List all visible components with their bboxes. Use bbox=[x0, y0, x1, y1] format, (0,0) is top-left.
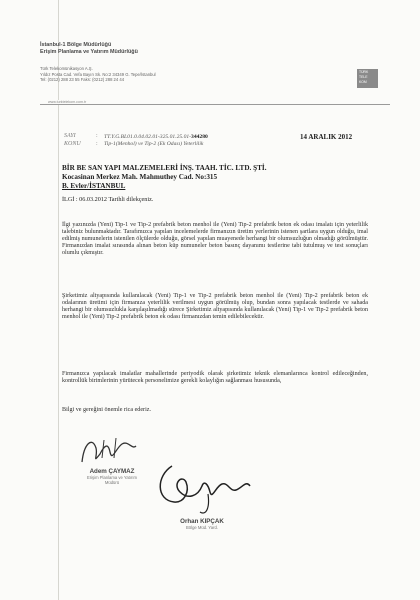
reference-number bbox=[104, 134, 208, 140]
signature-left-name: Adem ÇAYMAZ bbox=[89, 468, 135, 475]
addr-line-2: Yıldız Posta Cad. Vefa Bayırı Sk. No:2 34349 G. Tepe/İstanbul bbox=[40, 71, 156, 77]
signature-left-scribble bbox=[74, 428, 154, 472]
addr-line-3: Tel: (0212) 288 23 55 Faks: (0212) 288 24 44 bbox=[40, 77, 125, 83]
letter-date: 14 ARALIK 2012 bbox=[300, 133, 353, 141]
margin-line bbox=[58, 0, 59, 600]
recipient-address-2: B. Evler/İSTANBUL bbox=[62, 182, 126, 190]
rule-website-text: www.turktelekom.com.tr bbox=[48, 100, 87, 104]
addr-line-1: Türk Telekomünikasyon A.Ş. bbox=[40, 66, 93, 71]
signature-left bbox=[84, 468, 140, 486]
ilgi-reference: İLGİ : 06.03.2012 Tarihli dilekçeniz. bbox=[62, 196, 154, 203]
signature-left-title-1: Erişim Planlama ve Yatırım bbox=[86, 475, 138, 480]
reference-suffix: 344280 bbox=[191, 134, 208, 140]
header-organization bbox=[40, 42, 138, 56]
reference-prefix: TT.Y.G.BL01.0.04.02.01-325.01.25.01- bbox=[104, 134, 192, 140]
paragraph-1: İlgi yazınızda (Yeni) Tip-1 ve Tip-2 prefabrik beton menhol ile (Yeni) Tip-2 prefabrik beton ek odası imalatı için yeterlilik talebiniz bulunmaktadır. Tarafımızca yapılan incelemelerde firmanızın üretim yerlerinin istenen şartlara uygun olduğu, imal edilmiş numunelerin istenilen ölçülerde olduğu, görsel yapılan muayenede herhangi bir olumsuzluğun olmadığı görülmüştür. Firmanızdan imalat sırasında alınan beton küp numuneler beton basınç dayanımı testlerine tabi tutulmuş ve test sonuçları olumlu çıkmıştır. bbox=[62, 222, 368, 257]
header-rule bbox=[40, 104, 390, 105]
signature-right-name: Orhan KIPÇAK bbox=[180, 518, 224, 525]
company-logo: TÜRK TELE KOM bbox=[357, 69, 378, 88]
org-line-1: İstanbul-1 Bölge Müdürlüğü bbox=[40, 42, 112, 48]
paragraph-3: Firmanızca yapılacak imalatlar mahallerinde periyodik olarak şirketimiz teknik elemanlarınca kontrol edileceğinden, kontrollük birimlerinin yürütecek personelimize gerekli kolaylığın sağlanması hususunda, bbox=[62, 371, 368, 385]
signature-right-title: Bölge Müd. Yard. bbox=[186, 525, 218, 530]
recipient-address-1: Kocasinan Merkez Mah. Mahmuthey Cad. No:315 bbox=[62, 173, 218, 181]
sayi-label: SAYI bbox=[64, 133, 76, 139]
sayi-colon: : bbox=[96, 133, 98, 139]
signature-right bbox=[172, 518, 232, 530]
subject-line: Tip-1(Menhol) ve Tip-2 (Ek Odası) Yeterlilik bbox=[104, 141, 204, 147]
header-address bbox=[40, 66, 156, 83]
recipient-name: BİR BE SAN YAPI MALZEMELERİ İNŞ. TAAH. TİC. LTD. ŞTİ. bbox=[62, 164, 267, 172]
signature-right-scribble bbox=[150, 456, 260, 522]
paragraph-4: Bilgi ve gereğini önemle rica ederiz. bbox=[62, 407, 151, 413]
konu-colon: : bbox=[96, 141, 98, 147]
org-line-2: Erişim Planlama ve Yatırım Müdürlüğü bbox=[40, 49, 138, 55]
paragraph-2: Şirketimiz altyapısında kullanılacak (Yeni) Tip-1 ve Tip-2 prefabrik beton menhol ile (Yeni) Tip-2 prefabrik beton ek odalarının üretimi için firmanıza yeterlilik verilmesi uygun görülmüş olup, bundan sonra yapılacak testlerde ve sahada herhangi bir olumsuzlukla karşılaşılmadığı sürece Şirketimiz altyapısında kullanılacak (Yeni) Tip-1 ve Tip-2 prefabrik beton menhol ile (Yeni) Tip-2 prefabrik beton ek odası firmanızdan temin edilebilecektir. bbox=[62, 293, 368, 321]
konu-label: KONU bbox=[64, 141, 81, 147]
signature-left-title-2: Müdürü bbox=[104, 480, 120, 486]
